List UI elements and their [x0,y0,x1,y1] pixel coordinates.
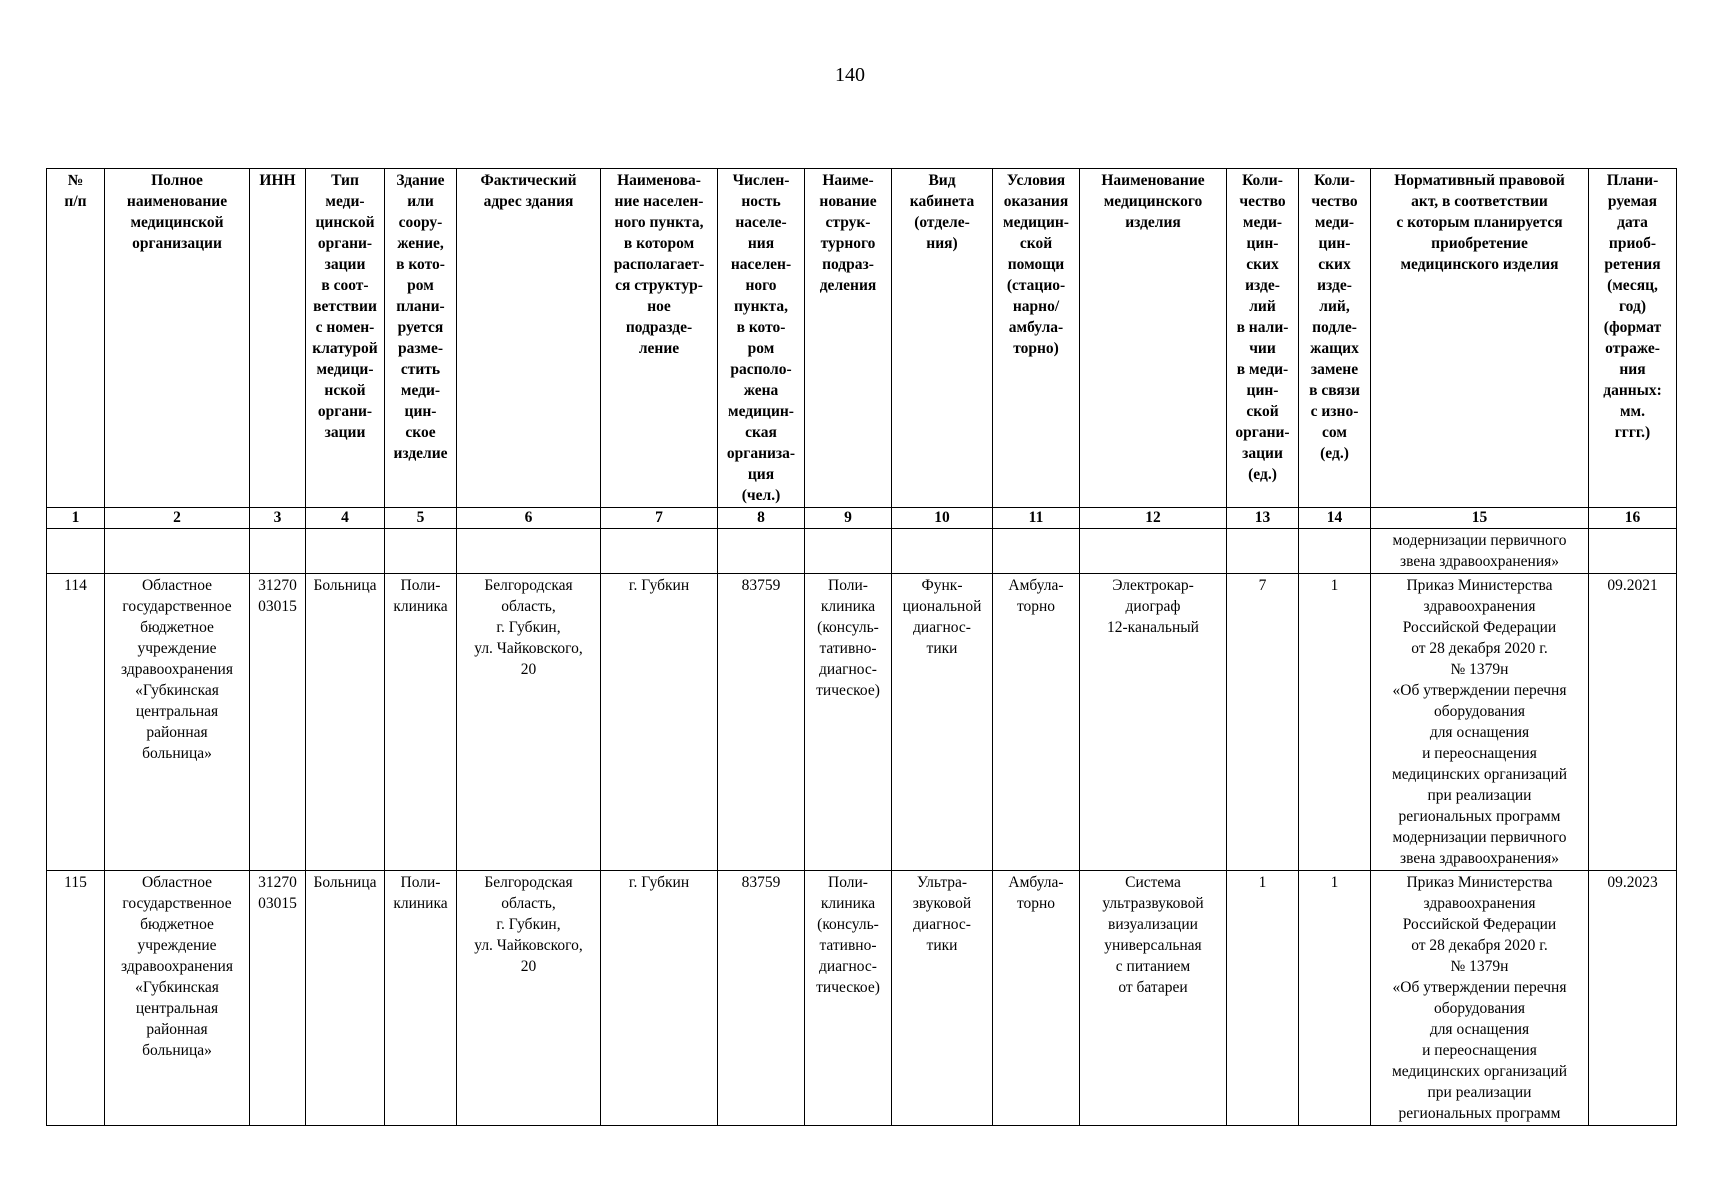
column-number: 16 [1589,508,1677,529]
unit-cell: Поли- клиника (консуль- тативно- диагнос- тическое) [805,574,892,871]
column-number: 14 [1299,508,1371,529]
table-cell [306,529,385,574]
table-cell [1299,529,1371,574]
row-number-cell: 114 [47,574,105,871]
page-number: 140 [835,64,865,86]
column-number: 3 [250,508,306,529]
unit-cell: Поли- клиника (консуль- тативно- диагнос- тическое) [805,871,892,1126]
qty-replace-cell: 1 [1299,574,1371,871]
column-number: 8 [718,508,805,529]
address-cell: Белгородская область, г. Губкин, ул. Чайковского, 20 [457,871,601,1126]
inn-cell: 31270 03015 [250,871,306,1126]
header-cell-org: Полное наименование медицинской организации [105,169,250,508]
population-cell: 83759 [718,574,805,871]
table-cell [805,529,892,574]
table-row [47,871,1677,1126]
column-number: 10 [892,508,993,529]
conditions-cell: Амбула- торно [993,871,1080,1126]
header-cell-locality: Наименова- ние населен- ного пункта, в котором располагает- ся структур- ное подразде- ление [601,169,718,508]
table-cell [105,529,250,574]
date-cell: 09.2021 [1589,574,1677,871]
table-cell [718,529,805,574]
column-number: 6 [457,508,601,529]
column-number: 15 [1371,508,1589,529]
population-cell: 83759 [718,871,805,1126]
legal-act-cell: Приказ Министерства здравоохранения Российской Федерации от 28 декабря 2020 г. № 1379н «Об утверждении перечня оборудования для оснащения и переоснащения медицинских организаций при реализации региональных программ модернизации первичного звена здравоохранения» [1371,574,1589,871]
row-number-cell: 115 [47,871,105,1126]
qty-replace-cell: 1 [1299,871,1371,1126]
continuation-legal-act-cell: модернизации первичного звена здравоохранения» [1371,529,1589,574]
table-cell [1227,529,1299,574]
header-cell-address: Фактический адрес здания [457,169,601,508]
header-cell-num: № п/п [47,169,105,508]
header-cell-conditions: Условия оказания медицин- ской помощи (стацио- нарно/ амбула- торно) [993,169,1080,508]
table-cell [385,529,457,574]
org-type-cell: Больница [306,871,385,1126]
column-number: 11 [993,508,1080,529]
header-row [47,169,1677,508]
org-type-cell: Больница [306,574,385,871]
column-number: 4 [306,508,385,529]
conditions-cell: Амбула- торно [993,574,1080,871]
header-cell-device: Наименование медицинского изделия [1080,169,1227,508]
header-cell-cabinet: Вид кабинета (отделе- ния) [892,169,993,508]
header-cell-population: Числен- ность населе- ния населен- ного пункта, в кото- ром располо- жена медицин- ская организа- ция (чел.) [718,169,805,508]
legal-act-cell: Приказ Министерства здравоохранения Российской Федерации от 28 декабря 2020 г. № 1379н «Об утверждении перечня оборудования для оснащения и переоснащения медицинских организаций при реализации региональных программ [1371,871,1589,1126]
table-cell [1080,529,1227,574]
header-cell-legal-act: Нормативный правовой акт, в соответствии с которым планируется приобретение медицинского изделия [1371,169,1589,508]
header-cell-building: Здание или соору- жение, в кото- ром плани- руется разме- стить меди- цин- ское изделие [385,169,457,508]
table-cell [47,529,105,574]
table-row [47,574,1677,871]
column-number: 12 [1080,508,1227,529]
column-number-row [47,508,1677,529]
cabinet-cell: Ультра- звуковой диагнос- тики [892,871,993,1126]
column-number: 13 [1227,508,1299,529]
org-name-cell: Областное государственное бюджетное учреждение здравоохранения «Губкинская центральная районная больница» [105,871,250,1126]
inn-cell: 31270 03015 [250,574,306,871]
building-cell: Поли- клиника [385,871,457,1126]
device-cell: Система ультразвуковой визуализации универсальная с питанием от батареи [1080,871,1227,1126]
org-name-cell: Областное государственное бюджетное учреждение здравоохранения «Губкинская центральная районная больница» [105,574,250,871]
continuation-row [47,529,1677,574]
qty-available-cell: 7 [1227,574,1299,871]
table-cell [601,529,718,574]
table-cell [892,529,993,574]
table-cell [457,529,601,574]
table-cell [1589,529,1677,574]
header-cell-unit: Наиме- нование струк- турного подраз- деления [805,169,892,508]
locality-cell: г. Губкин [601,871,718,1126]
column-number: 1 [47,508,105,529]
table-cell [250,529,306,574]
header-cell-type: Тип меди- цинской органи- зации в соот- ветствии с номен- клатурой медици- нской органи- зации [306,169,385,508]
device-cell: Электрокар- диограф 12-канальный [1080,574,1227,871]
header-cell-inn: ИНН [250,169,306,508]
qty-available-cell: 1 [1227,871,1299,1126]
header-cell-qty-available: Коли- чество меди- цин- ских изде- лий в нали- чии в меди- цин- ской органи- зации (ед.) [1227,169,1299,508]
header-cell-qty-replace: Коли- чество меди- цин- ских изде- лий, подле- жащих замене в связи с изно- сом (ед.) [1299,169,1371,508]
column-number: 7 [601,508,718,529]
column-number: 9 [805,508,892,529]
column-number: 5 [385,508,457,529]
locality-cell: г. Губкин [601,574,718,871]
medical-equipment-table [46,168,1677,1126]
table-cell [993,529,1080,574]
column-number: 2 [105,508,250,529]
building-cell: Поли- клиника [385,574,457,871]
header-cell-date: Плани- руемая дата приоб- ретения (месяц, год) (формат отраже- ния данных: мм. гггг.) [1589,169,1677,508]
cabinet-cell: Функ- циональной диагнос- тики [892,574,993,871]
date-cell: 09.2023 [1589,871,1677,1126]
address-cell: Белгородская область, г. Губкин, ул. Чайковского, 20 [457,574,601,871]
